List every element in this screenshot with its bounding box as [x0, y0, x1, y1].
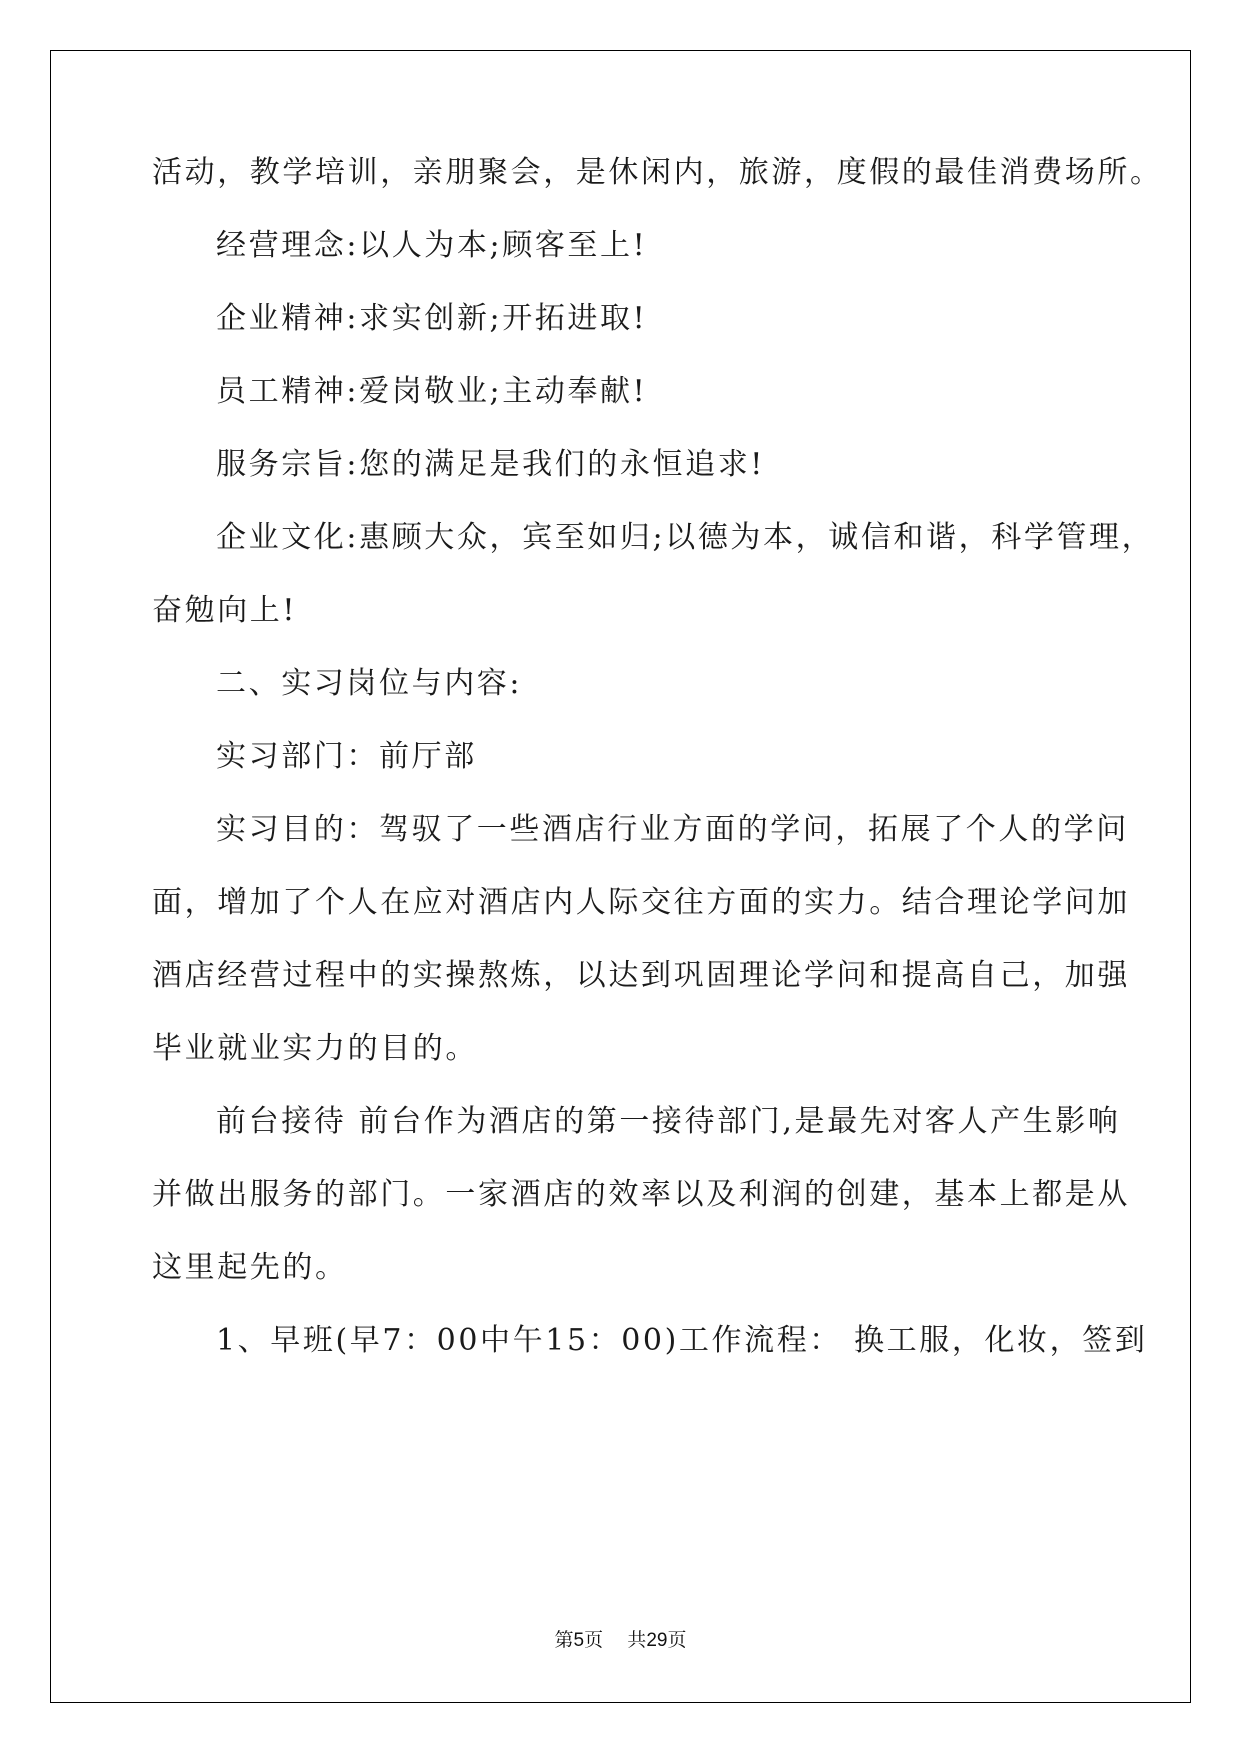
paragraph-line: 1、早班(早7：00中午15：00)工作流程： 换工服，化妆，签到 — [216, 1323, 1148, 1358]
footer-suffix: 页 — [667, 1629, 687, 1651]
paragraph-line: 前台接待 前台作为酒店的第一接待部门,是最先对客人产生影响 — [216, 1104, 1121, 1139]
paragraph-line: 奋勉向上! — [152, 593, 298, 628]
section-heading: 二、实习岗位与内容: — [216, 666, 523, 701]
paragraph-line: 企业文化:惠顾大众，宾至如归;以德为本，诚信和谐，科学管理， — [216, 520, 1155, 555]
footer-prefix: 第 — [554, 1629, 574, 1651]
paragraph-line: 服务宗旨:您的满足是我们的永恒追求! — [216, 447, 765, 482]
paragraph-line: 实习目的：驾驭了一些酒店行业方面的学问，拓展了个人的学问 — [216, 812, 1129, 847]
page-number: 5 — [573, 1630, 585, 1651]
paragraph-line: 酒店经营过程中的实操熬炼，以达到巩固理论学问和提高自己，加强 — [152, 958, 1130, 993]
paragraph-line: 企业精神:求实创新;开拓进取! — [216, 301, 648, 336]
page-border — [50, 50, 1191, 1703]
footer-total-prefix: 共 — [627, 1629, 647, 1651]
paragraph-line: 活动，教学培训，亲朋聚会，是休闲内，旅游，度假的最佳消费场所。 — [152, 155, 1163, 190]
paragraph-line: 实习部门：前厅部 — [216, 739, 477, 774]
paragraph-line: 并做出服务的部门。一家酒店的效率以及利润的创建，基本上都是从 — [152, 1177, 1130, 1212]
paragraph-line: 员工精神:爱岗敬业;主动奉献! — [216, 374, 648, 409]
page-footer — [0, 1628, 1241, 1653]
footer-mid: 页 — [584, 1629, 604, 1651]
paragraph-line: 面，增加了个人在应对酒店内人际交往方面的实力。结合理论学问加 — [152, 885, 1130, 920]
total-pages: 29 — [646, 1630, 668, 1651]
paragraph-line: 毕业就业实力的目的。 — [152, 1031, 478, 1066]
paragraph-line: 经营理念:以人为本;顾客至上! — [216, 228, 648, 263]
paragraph-line: 这里起先的。 — [152, 1250, 348, 1285]
